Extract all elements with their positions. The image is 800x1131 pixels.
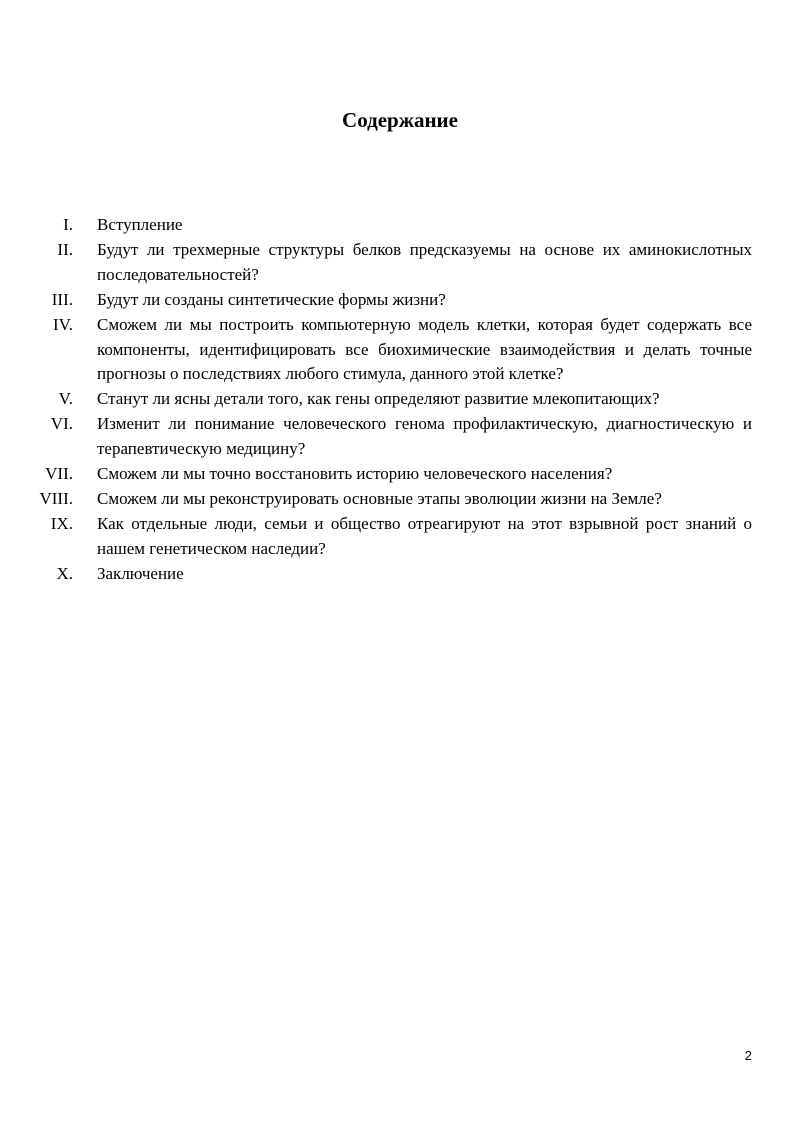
toc-item-text: Сможем ли мы реконструировать основные этапы эволюции жизни на Земле? bbox=[97, 488, 662, 508]
toc-item-number: IX. bbox=[50, 513, 73, 533]
toc-item-number: III. bbox=[51, 289, 73, 309]
toc-item-number: I. bbox=[63, 215, 73, 234]
toc-item bbox=[36, 512, 752, 562]
toc-item bbox=[36, 313, 752, 388]
toc-item-number: IV. bbox=[53, 314, 73, 334]
toc-item-text: Изменит ли понимание человеческого генома профилактическую, диагностическую и терапевтическую медицину? bbox=[97, 414, 752, 459]
toc-item-number: VII. bbox=[45, 464, 73, 484]
toc-item-text: Будут ли трехмерные структуры белков предсказуемы на основе их аминокислотных последовательностей? bbox=[97, 239, 752, 284]
toc-item bbox=[36, 562, 752, 587]
toc-item-text: Сможем ли мы построить компьютерную модель клетки, которая будет содержать все компоненты, идентифицировать все биохимические взаимодействия и делать точные прогнозы о последствиях любого стимула, данного этой клетке? bbox=[97, 314, 752, 384]
toc-item-text: Будут ли созданы синтетические формы жизни? bbox=[97, 289, 446, 309]
toc-item-number: VI. bbox=[50, 414, 73, 434]
page-title: Содержание bbox=[342, 108, 458, 132]
toc-item bbox=[36, 213, 752, 238]
toc-item bbox=[36, 462, 752, 487]
table-of-contents bbox=[36, 213, 752, 587]
page-number: 2 bbox=[744, 1048, 752, 1063]
toc-item-text: Как отдельные люди, семьи и общество отреагируют на этот взрывной рост знаний о нашем генетическом наследии? bbox=[97, 513, 752, 558]
toc-item-text: Сможем ли мы точно восстановить историю человеческого населения? bbox=[97, 464, 613, 484]
toc-item-text: Заключение bbox=[97, 563, 184, 583]
toc-item-number: X. bbox=[56, 563, 73, 583]
toc-item-number: V. bbox=[58, 389, 73, 409]
toc-item bbox=[36, 288, 752, 313]
toc-item-text: Вступление bbox=[97, 215, 183, 234]
toc-item bbox=[36, 412, 752, 462]
toc-item bbox=[36, 487, 752, 512]
toc-item bbox=[36, 238, 752, 288]
toc-item-text: Станут ли ясны детали того, как гены определяют развитие млекопитающих? bbox=[97, 389, 660, 409]
toc-item-number: VIII. bbox=[39, 488, 73, 508]
toc-item-number: II. bbox=[57, 239, 73, 259]
toc-item bbox=[36, 387, 752, 412]
